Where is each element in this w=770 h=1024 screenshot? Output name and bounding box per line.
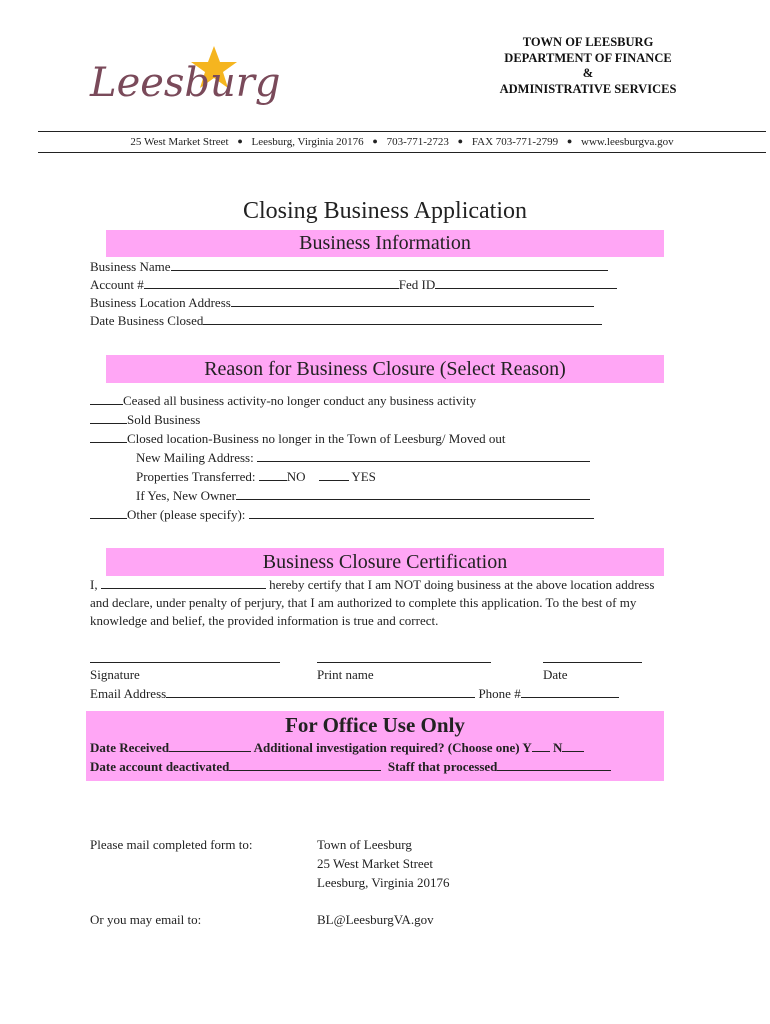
other-field[interactable]: [249, 506, 594, 519]
city-state: Leesburg, Virginia 20176: [251, 136, 364, 148]
cert-text-rest: hereby certify that I am NOT doing business at the above location address and declare, under penalty of perjury, that I am authorized to complete this application. To the best of my knowledge and belief, the provided information is true and correct.: [90, 577, 655, 628]
staff-field[interactable]: [497, 758, 611, 771]
dept-line3: &: [582, 66, 594, 80]
date-line[interactable]: [543, 662, 642, 663]
yes-field[interactable]: [532, 739, 550, 752]
properties-transferred-row: [90, 468, 650, 487]
ceased-label: Ceased all business activity-no longer conduct any business activity: [123, 393, 477, 408]
cert-text-start: I,: [90, 577, 101, 592]
new-owner-label: If Yes, New Owner: [136, 488, 237, 503]
leesburg-logo: [88, 38, 281, 122]
fax-number: FAX 703-771-2799: [471, 136, 559, 148]
reason-option-ceased: [90, 392, 650, 411]
yes-checkbox[interactable]: [319, 468, 349, 481]
sold-checkbox[interactable]: [90, 411, 127, 424]
closed-checkbox[interactable]: [90, 430, 127, 443]
reason-heading: Reason for Business Closure (Select Reason): [106, 355, 664, 383]
certification-text: [90, 576, 662, 630]
header-rule-top: [38, 131, 766, 132]
date-deactivated-field[interactable]: [229, 758, 381, 771]
new-owner-field[interactable]: [236, 487, 590, 500]
date-received-field[interactable]: [169, 739, 251, 752]
additional-label: Additional investigation required? (Choose one) Y: [251, 740, 532, 755]
signature-line[interactable]: [90, 662, 280, 663]
n-field[interactable]: [562, 739, 584, 752]
bullet-icon: ●: [457, 136, 464, 146]
closed-label: Closed location-Business no longer in the Town of Leesburg/ Moved out: [127, 431, 506, 446]
business-info-section: [90, 258, 650, 330]
phone-number: 703-771-2723: [386, 136, 449, 148]
sold-label: Sold Business: [127, 412, 201, 427]
fed-id-field[interactable]: [435, 276, 617, 289]
account-field[interactable]: [144, 276, 399, 289]
address-bar: [38, 136, 766, 148]
location-row: [90, 294, 650, 312]
other-checkbox[interactable]: [90, 506, 127, 519]
certification-heading: Business Closure Certification: [106, 548, 664, 576]
business-name-label: Business Name: [90, 259, 171, 274]
dept-line4: ADMINISTRATIVE SERVICES: [499, 81, 677, 96]
business-info-heading: Business Information: [106, 230, 664, 257]
transferred-label: Properties Transferred:: [136, 469, 256, 484]
email-to-label: Or you may email to:: [90, 912, 202, 927]
department-block: [470, 35, 706, 97]
account-label: Account #: [90, 277, 144, 292]
date-deactivated-label: Date account deactivated: [90, 759, 230, 774]
mail-address-line2: 25 West Market Street: [317, 856, 434, 871]
email-to-address[interactable]: BL@LeesburgVA.gov: [317, 912, 434, 927]
business-name-field[interactable]: [171, 258, 608, 271]
print-name-line[interactable]: [317, 662, 491, 663]
office-use-box: [86, 711, 664, 781]
reason-option-closed: [90, 430, 650, 449]
reason-section: [90, 392, 650, 525]
phone-field[interactable]: [521, 685, 619, 698]
mail-address-line3: Leesburg, Virginia 20176: [317, 875, 450, 890]
fed-id-label: Fed ID: [398, 277, 436, 292]
dept-line2: DEPARTMENT OF FINANCE: [504, 50, 672, 65]
business-name-row: [90, 258, 650, 276]
mail-label: Please mail completed form to:: [90, 837, 253, 852]
date-label: Date: [543, 667, 568, 682]
office-use-heading: For Office Use Only: [285, 713, 465, 737]
signature-label: Signature: [90, 667, 140, 682]
bullet-icon: ●: [372, 136, 378, 146]
n-label: N: [549, 740, 563, 755]
office-row-2: [86, 757, 664, 776]
email-label: Email Address: [90, 686, 167, 701]
date-received-label: Date Received: [90, 740, 170, 755]
print-name-label: Print name: [317, 667, 374, 682]
bullet-icon: ●: [237, 136, 243, 146]
new-owner-row: [90, 487, 650, 506]
location-field[interactable]: [231, 294, 594, 307]
office-row-1: [86, 738, 664, 757]
certifier-name-field[interactable]: [101, 576, 266, 589]
reason-option-sold: [90, 411, 650, 430]
date-closed-row: [90, 312, 650, 330]
dept-line1: TOWN OF LEESBURG: [522, 35, 654, 49]
website-link[interactable]: www.leesburgva.gov: [581, 136, 674, 148]
street-address: 25 West Market Street: [130, 136, 229, 148]
mailing-address-field[interactable]: [257, 449, 590, 462]
email-phone-row: [90, 685, 619, 703]
mail-address: [317, 835, 449, 892]
logo-text: Leesburg: [90, 60, 281, 106]
yes-label: YES: [348, 469, 376, 484]
bullet-icon: ●: [566, 136, 573, 146]
mailing-address-row: [90, 449, 650, 468]
form-title: Closing Business Application: [242, 198, 527, 224]
phone-label: Phone #: [475, 686, 521, 701]
reason-option-other: [90, 506, 650, 525]
other-label: Other (please specify):: [127, 507, 249, 522]
header-rule-bottom: [38, 152, 766, 153]
mailing-address-label: New Mailing Address:: [136, 450, 257, 465]
no-label: NO: [286, 469, 306, 484]
date-closed-label: Date Business Closed: [90, 313, 204, 328]
no-checkbox[interactable]: [259, 468, 287, 481]
date-closed-field[interactable]: [203, 312, 602, 325]
mail-address-line1: Town of Leesburg: [317, 837, 412, 852]
email-field[interactable]: [166, 685, 475, 698]
staff-label: Staff that processed: [387, 759, 498, 774]
ceased-checkbox[interactable]: [90, 392, 123, 405]
account-row: [90, 276, 650, 294]
location-label: Business Location Address: [90, 295, 231, 310]
